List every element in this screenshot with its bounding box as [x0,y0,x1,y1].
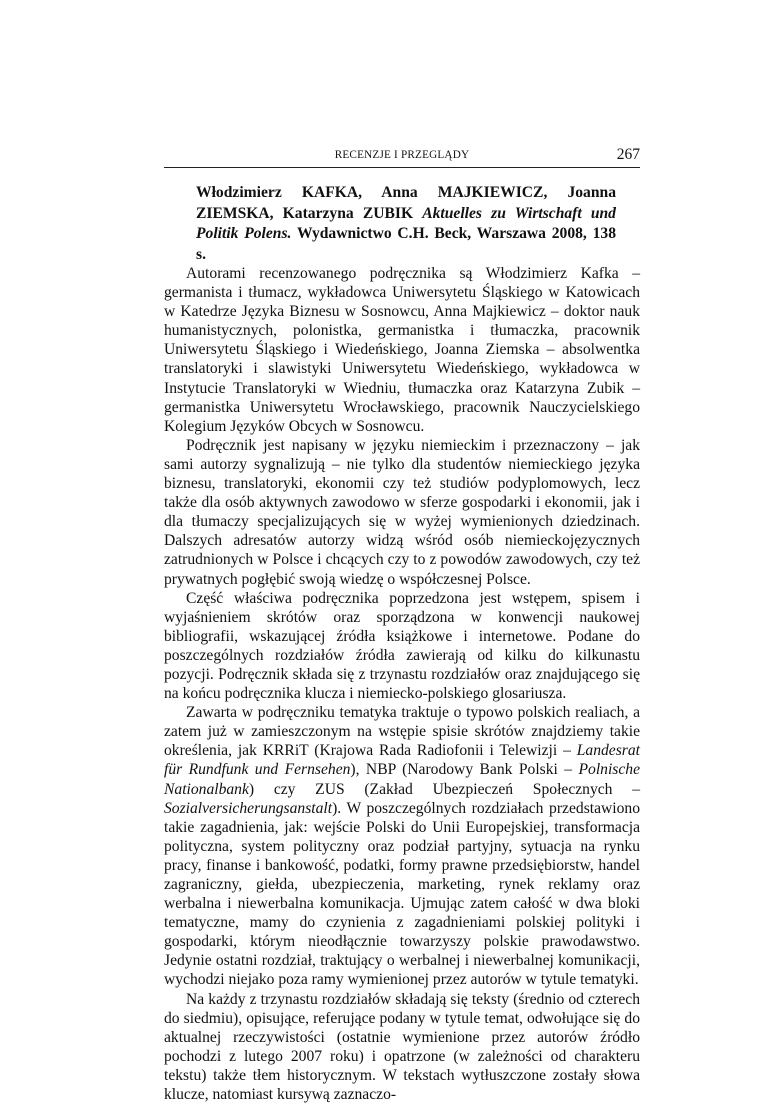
citation-publisher: Wydawnictwo C.H. Beck, Warszawa 2008, 138 s. [196,225,616,263]
header-rule [164,167,640,168]
body-paragraph [164,990,640,1104]
running-title: RECENZJE I PRZEGLĄDY [334,149,470,161]
running-head [164,146,640,170]
citation-title: Aktuelles zu Wirtschaft und Politik Polens. [196,204,616,242]
italic-term: Landesrat für Rundfunk und Fernsehen [164,742,640,779]
italic-term: Sozialversicherungsanstalt [164,799,333,817]
body-paragraph [164,436,640,589]
citation-authors: Włodzimierz KAFKA, Anna MAJKIEWICZ, Joanna ZIEMSKA, Katarzyna ZUBIK [196,184,616,222]
text-run: ), NBP (Narodowy Bank Polski – [350,761,579,779]
text-run: Na każdy z trzynastu rozdziałów składają się teksty (średnio od czterech do siedmiu), opisujące, referujące podany w tytule temat, odwołujące się do aktualnej rzeczywistości (ostatnie wymienione przez autorów źródło pochodzi z lutego 2007 roku) i opatrzone (w zależności od charakteru tekstu) także tłem historycznym. W tekstach wytłuszczone zostały słowa klucze, natomiast kursywą zaznaczo- [164,990,640,1104]
text-run: Zawarta w podręczniku tematyka traktuje o typowo polskich realiach, a zatem już w zamieszczonym na wstępie spisie skrótów znajdziemy takie określenia, jak KRRiT (Krajowa Rada Radiofonii i Telewizji – [164,704,640,760]
text-run: ). W poszczególnych rozdziałach przedstawiono takie zagadnienia, jak: wejście Polski do Unii Europejskiej, transformacja polityczna, system polityczny oraz podział partyjny, sytuacja na rynku pracy, finanse i bankowość, podatki, formy prawne przedsiębiorstw, handel zagraniczny, giełda, ubezpieczenia, marketing, rynek reklamy oraz werbalna i niewerbalna komunikacja. Ujmując zatem całość w dwa bloki tematyczne, mamy do czynienia z zagadnieniami polskiej polityki i gospodarki, którym nieodłącznie towarzyszy polskie prawodawstwo. Jedynie ostatni rozdział, traktujący o werbalnej i niewerbalnej komunikacji, wychodzi niejako poza ramy wymienionej przez autorów w tytule tematyki. [164,799,640,989]
italic-term: Polnische Nationalbank [164,761,640,798]
text-run: Autorami recenzowanego podręcznika są Włodzimierz Kafka – germanista i tłumacz, wykładowca Uniwersytetu Śląskiego w Katowicach w Katedrze Języka Biznesu w Sosnowcu, Anna Majkiewicz – doktor nauk humanistycznych, polonistka, germanistka i tłumaczka, pracownik Uniwersytetu Śląskiego i Wiedeńskiego, Joanna Ziemska – absolwentka translatoryki i slawistyki Uniwersytetu Wiedeńskiego, wykładowca w Instytucie Translatoryki w Wiedniu, tłumaczka oraz Katarzyna Zubik – germanistka Uniwersytetu Wrocławskiego, pracownik Nauczycielskiego Kolegium Języków Obcych w Sosnowcu. [164,265,640,435]
review-citation [196,183,616,265]
review-body [164,264,640,1104]
body-paragraph [164,703,640,989]
body-paragraph [164,589,640,704]
text-run: ) czy ZUS (Zakład Ubezpieczeń Społecznych – [248,780,640,798]
page-number: 267 [616,146,640,163]
body-paragraph [164,264,640,436]
text-run: Część właściwa podręcznika poprzedzona jest wstępem, spisem i wyjaśnieniem skrótów oraz sporządzona w konwencji naukowej bibliografii, wskazującej źródła książkowe i internetowe. Podane do poszczególnych rozdziałów źródła zawierają od kilku do kilkunastu pozycji. Podręcznik składa się z trzynastu rozdziałów oraz znajdującego się na końcu podręcznika klucza i niemiecko-polskiego glosariusza. [164,589,640,703]
text-run: Podręcznik jest napisany w języku niemieckim i przeznaczony – jak sami autorzy sygnalizują – nie tylko dla studentów niemieckiego języka biznesu, translatoryki, ekonomii czy też studiów podyplomowych, lecz także dla osób aktywnych zawodowo w sferze gospodarki i ekonomii, jak i dla tłumaczy specjalizujących się w wyżej wymienionych dziedzinach. Dalszych adresatów autorzy widzą wśród osób niemieckojęzycznych zatrudnionych w Polsce i chcących czy to z powodów zawodowych, czy też prywatnych pogłębić swoją wiedzę o współczesnej Polsce. [164,436,640,588]
